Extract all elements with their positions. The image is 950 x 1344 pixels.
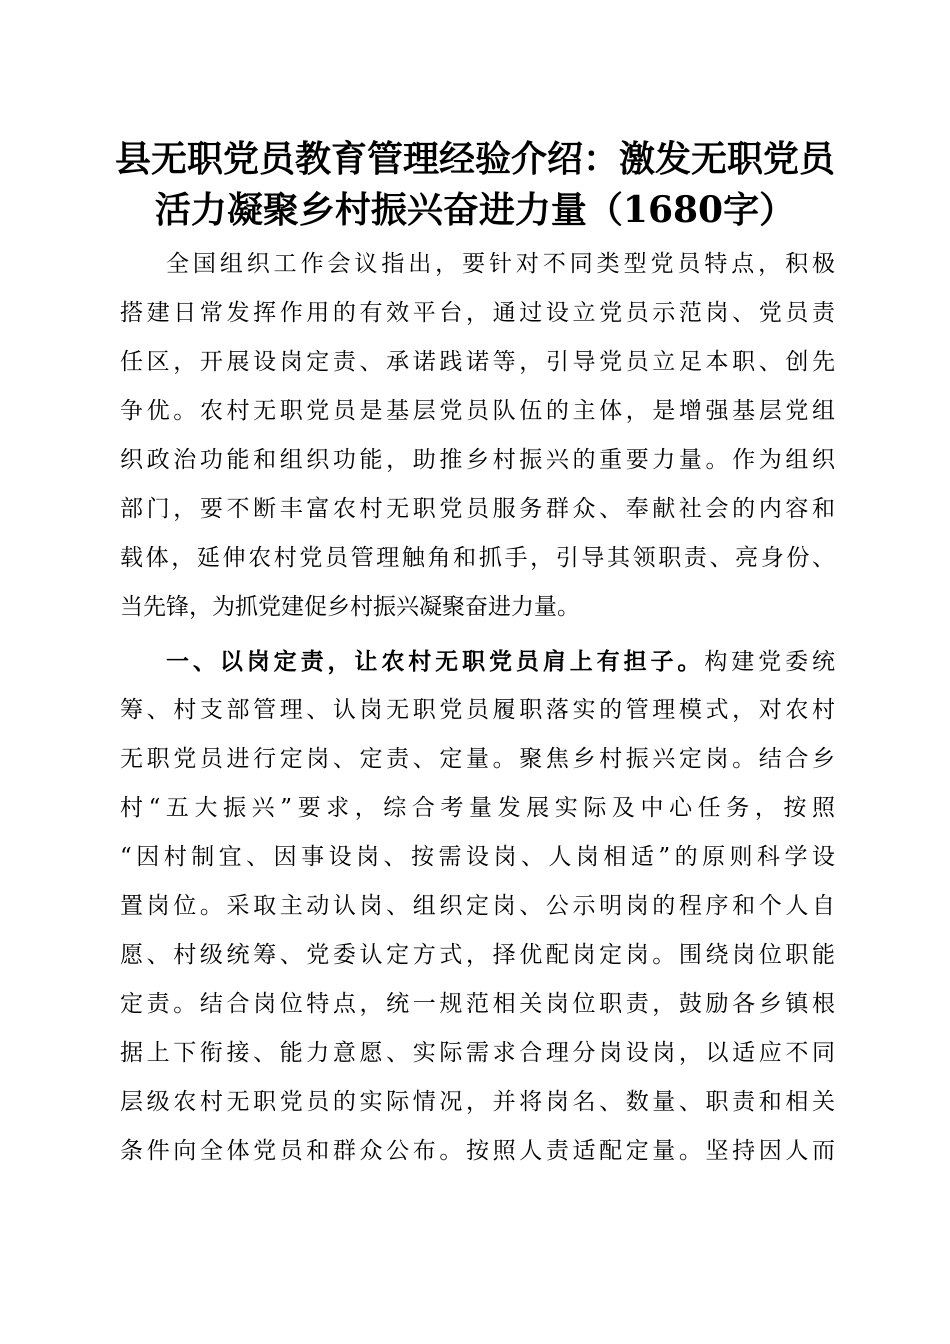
- paragraph-line: 据上下衔接、能力意愿、实际需求合理分岗设岗，以适应不同: [120, 1040, 835, 1066]
- paragraph-line: 层级农村无职党员的实际情况，并将岗名、数量、职责和相关: [120, 1089, 835, 1115]
- paragraph-line: 筹、村支部管理、认岗无职党员履职落实的管理模式，对农村: [120, 697, 835, 723]
- document-title-line-2: 活力凝聚乡村振兴奋进力量（1680字）: [154, 189, 796, 231]
- paragraph-line-first: [120, 637, 835, 686]
- section-heading: 一、以岗定责，让农村无职党员肩上有担子。: [166, 648, 705, 675]
- document-title-line-1: 县无职党员教育管理经验介绍：激发无职党员: [114, 138, 835, 180]
- paragraph-line: 置岗位。采取主动认岗、组织定岗、公示明岗的程序和个人自: [120, 893, 835, 919]
- paragraph-line: 部门，要不断丰富农村无职党员服务群众、奉献社会的内容和: [120, 496, 835, 522]
- section-heading-continuation: 构建党委统: [704, 649, 836, 675]
- paragraph-line: 织政治功能和组织功能，助推乡村振兴的重要力量。作为组织: [120, 447, 835, 473]
- paragraph-line: “因村制宜、因事设岗、按需设岗、人岗相适”的原则科学设: [120, 844, 835, 870]
- paragraph-line: 当先锋，为抓党建促乡村振兴凝聚奋进力量。: [120, 594, 580, 620]
- paragraph-section-one: [120, 637, 835, 1176]
- paragraph-line: 任区，开展设岗定责、承诺践诺等，引导党员立足本职、创先: [120, 349, 835, 375]
- paragraph-line: 搭建日常发挥作用的有效平台，通过设立党员示范岗、党员责: [120, 300, 835, 326]
- paragraph-line: 条件向全体党员和群众公布。按照人责适配定量。坚持因人而: [120, 1138, 835, 1164]
- paragraph-intro: [120, 240, 835, 632]
- paragraph-line: 全国组织工作会议指出，要针对不同类型党员特点，积极: [166, 251, 835, 277]
- paragraph-line: 无职党员进行定岗、定责、定量。聚焦乡村振兴定岗。结合乡: [120, 746, 835, 772]
- paragraph-line: 载体，延伸农村党员管理触角和抓手，引导其领职责、亮身份、: [120, 545, 835, 571]
- paragraph-line: 争优。农村无职党员是基层党员队伍的主体，是增强基层党组: [120, 398, 835, 424]
- paragraph-line: 定责。结合岗位特点，统一规范相关岗位职责，鼓励各乡镇根: [120, 991, 835, 1017]
- paragraph-line: 愿、村级统筹、党委认定方式，择优配岗定岗。围绕岗位职能: [120, 942, 835, 968]
- paragraph-line: 村“五大振兴”要求，综合考量发展实际及中心任务，按照: [120, 795, 835, 821]
